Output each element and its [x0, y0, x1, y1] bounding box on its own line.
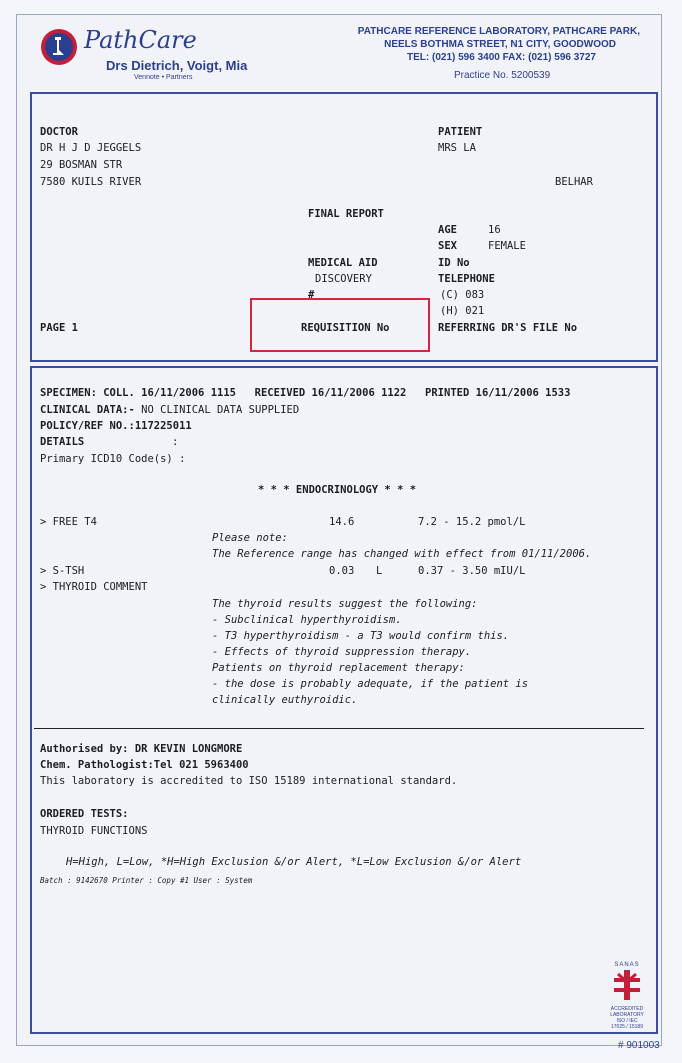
partners-label: Vennote • Partners	[134, 74, 193, 81]
comment-line-1: The thyroid results suggest the following:	[212, 598, 478, 610]
page-number: PAGE 1	[40, 322, 78, 334]
ordered-tests-value: THYROID FUNCTIONS	[40, 825, 148, 837]
doctor-name: DR H J D JEGGELS	[40, 142, 142, 154]
sanas-text-4: 17025 / 15189	[611, 1024, 643, 1030]
sanas-label: SANAS	[614, 962, 640, 968]
age-label: AGE	[438, 224, 457, 236]
telephone-home: (H) 021	[440, 305, 485, 317]
final-report-label: FINAL REPORT	[308, 208, 384, 220]
pathcare-logo	[40, 26, 248, 86]
referring-file-label: REFERRING DR'S FILE No	[438, 322, 578, 334]
policy-value: 117225011	[134, 420, 192, 432]
test-flag-s-tsh: L	[376, 565, 383, 577]
printed-label: PRINTED	[425, 387, 470, 399]
requisition-label: REQUISITION No	[301, 322, 390, 334]
lab-address-line2: NEELS BOTHMA STREET, N1 CITY, GOODWOOD	[384, 39, 616, 50]
comment-line-4: - Effects of thyroid suppression therapy.	[212, 646, 472, 658]
clinical-data-value: NO CLINICAL DATA SUPPLIED	[141, 404, 300, 416]
patient-suburb: BELHAR	[555, 176, 593, 188]
specimen-coll-value: 16/11/2006 1115	[141, 387, 236, 399]
medical-aid-value: DISCOVERY	[315, 273, 372, 285]
flag-legend: H=High, L=Low, *H=High Exclusion &/or Alert, *L=Low Exclusion &/or Alert	[66, 856, 522, 868]
icd-code-label: Primary ICD10 Code(s) :	[40, 453, 186, 465]
accreditation-statement: This laboratory is accredited to ISO 15189 international standard.	[40, 775, 458, 787]
doctor-address-line1: 29 BOSMAN STR	[40, 159, 123, 171]
details-colon: :	[172, 436, 179, 448]
lab-phone-line: TEL: (021) 596 3400 FAX: (021) 596 3727	[407, 52, 596, 63]
test-name-s-tsh: > S-TSH	[40, 565, 85, 577]
comment-line-2: - Subclinical hyperthyroidism.	[212, 614, 402, 626]
specimen-coll-label: SPECIMEN: COLL.	[40, 387, 135, 399]
form-number: # 901003	[618, 1040, 660, 1051]
test-value-s-tsh: 0.03	[329, 565, 355, 577]
details-label: DETAILS	[40, 436, 85, 448]
logo-name: PathCare	[84, 26, 197, 54]
medical-aid-hash: #	[308, 289, 315, 301]
sanas-text-2: LABORATORY	[610, 1012, 644, 1018]
practice-number: Practice No. 5200539	[454, 70, 551, 81]
chem-pathologist: Chem. Pathologist:Tel 021 5963400	[40, 759, 249, 771]
age-value: 16	[488, 224, 501, 236]
lab-address-line1: PATHCARE REFERENCE LABORATORY, PATHCARE PARK,	[357, 26, 640, 37]
comment-line-6: - the dose is probably adequate, if the patient is	[212, 678, 529, 690]
policy-line	[40, 420, 192, 432]
ordered-tests-label: ORDERED TESTS:	[40, 808, 129, 820]
comment-line-7: clinically euthyroidic.	[212, 694, 358, 706]
policy-label: POLICY/REF NO.:	[40, 420, 135, 432]
batch-line: Batch : 9142670 Printer : Copy #1 User : System	[40, 876, 253, 885]
doctor-label: DOCTOR	[40, 126, 78, 138]
test-range-free-t4: 7.2 - 15.2 pmol/L	[418, 516, 526, 528]
results-divider	[34, 728, 644, 729]
sex-value: FEMALE	[488, 240, 526, 252]
note-line-2: The Reference range has changed with effect from 01/11/2006.	[212, 548, 592, 560]
telephone-label: TELEPHONE	[438, 273, 495, 285]
test-name-free-t4: > FREE T4	[40, 516, 97, 528]
note-line-1: Please note:	[212, 532, 288, 544]
sanas-text-3: ISO / IEC	[616, 1018, 638, 1024]
comment-line-3: - T3 hyperthyroidism - a T3 would confirm this.	[212, 630, 510, 642]
test-name-thyroid-comment: > THYROID COMMENT	[40, 581, 148, 593]
specimen-line	[40, 387, 570, 399]
id-number-label: ID No	[438, 257, 470, 269]
patient-name: MRS LA	[438, 142, 476, 154]
sanas-text-1: ACCREDITED	[610, 1006, 644, 1012]
sanas-accreditation-logo	[606, 962, 648, 1034]
medical-aid-label: MEDICAL AID	[308, 257, 378, 269]
section-title: * * * ENDOCRINOLOGY * * *	[258, 484, 417, 496]
test-range-s-tsh: 0.37 - 3.50 mIU/L	[418, 565, 526, 577]
received-value: 16/11/2006 1122	[311, 387, 407, 399]
sex-label: SEX	[438, 240, 457, 252]
clinical-data-line	[40, 404, 299, 416]
doctor-address-line2: 7580 KUILS RIVER	[40, 176, 142, 188]
practice-name: Drs Dietrich, Voigt, Mia	[106, 58, 248, 73]
clinical-data-label: CLINICAL DATA:-	[40, 404, 135, 416]
microscope-logo-icon	[40, 28, 78, 66]
comment-line-5: Patients on thyroid replacement therapy:	[212, 662, 465, 674]
printed-value: 16/11/2006 1533	[475, 387, 571, 399]
telephone-cell: (C) 083	[440, 289, 485, 301]
received-label: RECEIVED	[254, 387, 306, 399]
sanas-emblem-icon	[606, 968, 648, 1002]
test-value-free-t4: 14.6	[329, 516, 355, 528]
authorised-by: Authorised by: DR KEVIN LONGMORE	[40, 743, 243, 755]
patient-label: PATIENT	[438, 126, 483, 138]
